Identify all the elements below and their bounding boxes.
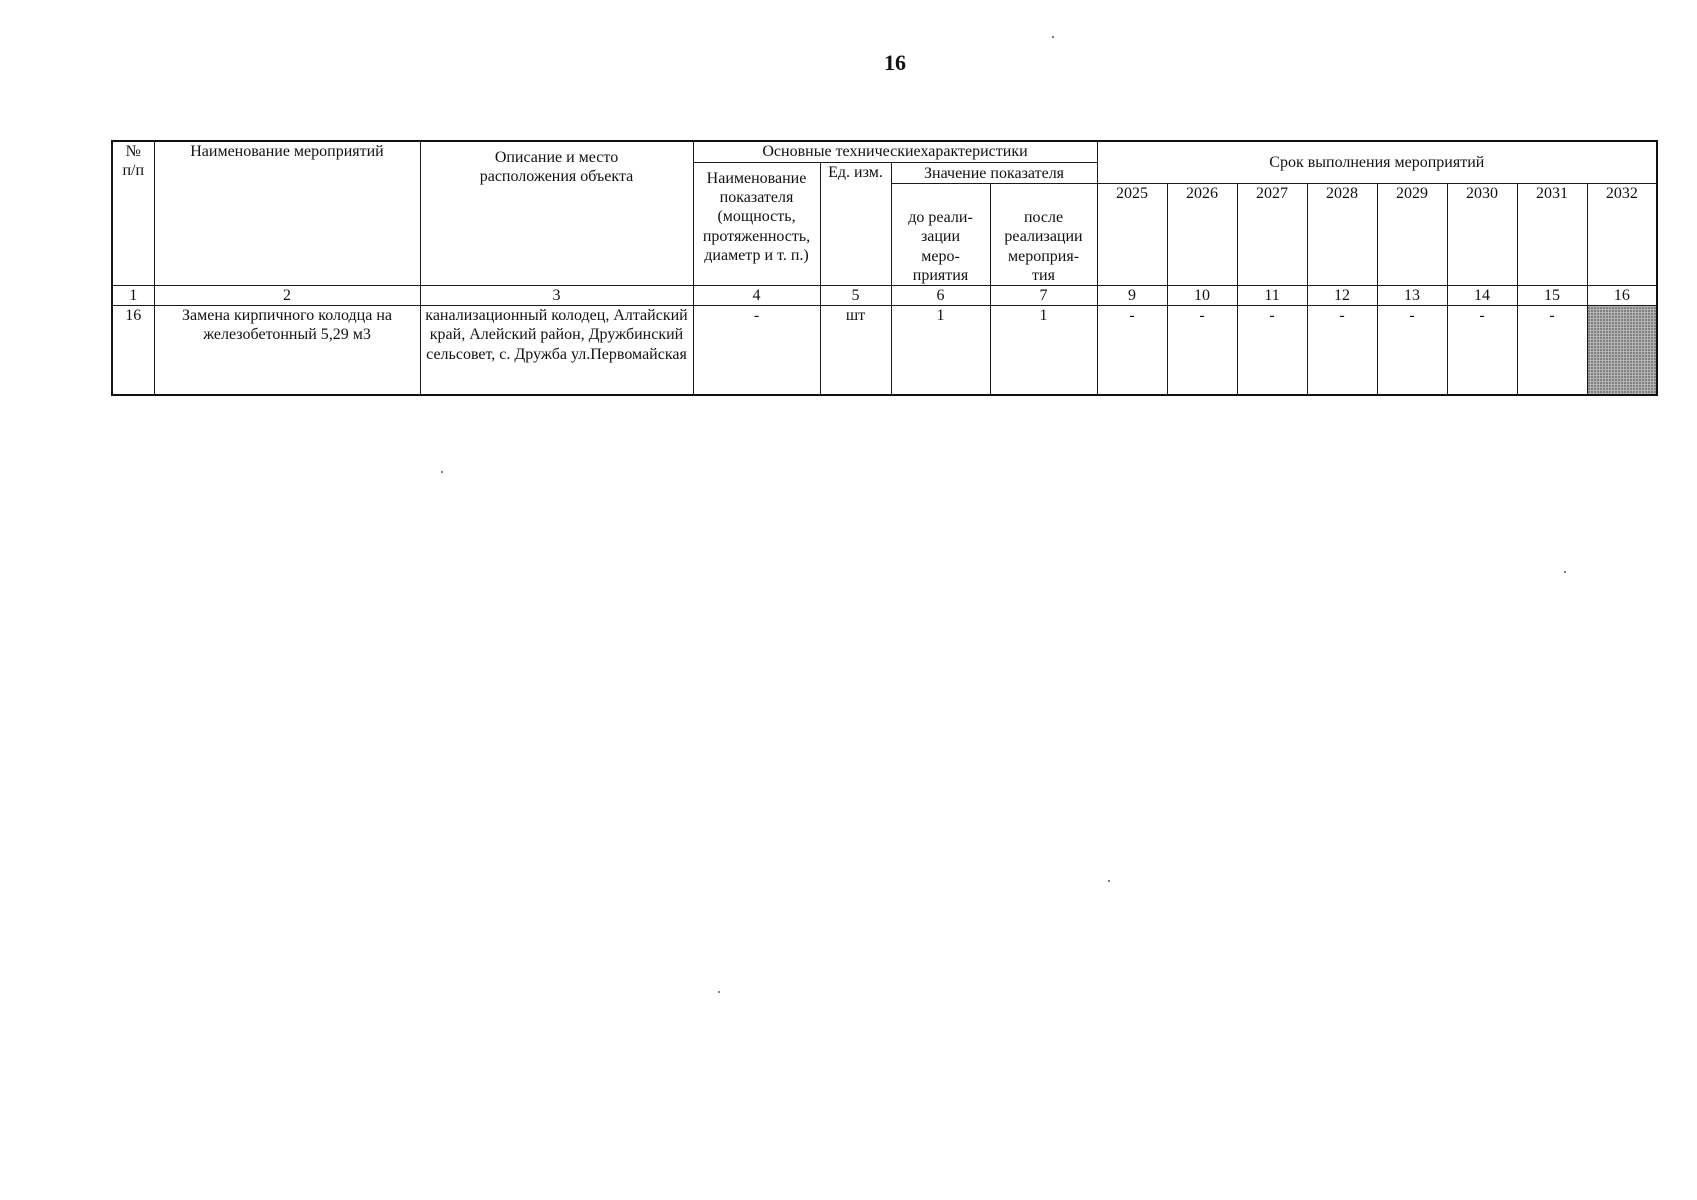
row-year-2025: - [1097,306,1167,396]
column-number: 13 [1377,286,1447,306]
row-unit: шт [820,306,891,396]
header-indicator-name: Наименование показателя (мощность, протяженность, диаметр и т. п.) [693,163,820,286]
column-number: 6 [891,286,990,306]
header-year-2031: 2031 [1517,184,1587,286]
row-event-name: Замена кирпичного колодца на железобетонный 5,29 м3 [154,306,420,396]
row-before: 1 [891,306,990,396]
row-year-2030: - [1447,306,1517,396]
header-before: до реали- зации меро- приятия [891,184,990,286]
header-num: № п/п [112,141,154,286]
header-event-name: Наименование мероприятий [154,141,420,286]
row-after: 1 [990,306,1097,396]
header-year-2027: 2027 [1237,184,1307,286]
scan-speck [441,471,443,473]
row-year-2027: - [1237,306,1307,396]
column-number: 11 [1237,286,1307,306]
events-table [111,140,1658,396]
row-num: 16 [112,306,154,396]
scan-speck [1108,880,1110,882]
column-number: 16 [1587,286,1657,306]
row-year-2032-shaded [1587,306,1657,396]
column-number: 4 [693,286,820,306]
table-row [112,306,1657,396]
header-after: после реализации мероприя- тия [990,184,1097,286]
column-number: 3 [420,286,693,306]
header-deadline: Срок выполнения мероприятий [1097,141,1657,184]
scan-speck [1564,571,1566,573]
scan-speck [718,991,720,993]
column-number: 12 [1307,286,1377,306]
page-number: 16 [884,50,906,75]
header-indicator-value: Значение показателя [891,163,1097,184]
column-number: 5 [820,286,891,306]
header-year-2025: 2025 [1097,184,1167,286]
row-year-2026: - [1167,306,1237,396]
column-number: 2 [154,286,420,306]
row-description: канализационный колодец, Алтайский край, Алейский район, Дружбинский сельсовет, с. Дружба ул.Первомайская [420,306,693,396]
row-indicator-name: - [693,306,820,396]
scan-speck [1052,36,1054,38]
header-tech-chars: Основные техническиехарактеристики [693,141,1097,163]
row-year-2029: - [1377,306,1447,396]
header-year-2032: 2032 [1587,184,1657,286]
column-number-row [112,286,1657,306]
row-year-2031: - [1517,306,1587,396]
header-year-2028: 2028 [1307,184,1377,286]
header-description: Описание и место расположения объекта [420,141,693,286]
header-year-2026: 2026 [1167,184,1237,286]
column-number: 15 [1517,286,1587,306]
column-number: 10 [1167,286,1237,306]
header-year-2029: 2029 [1377,184,1447,286]
column-number: 7 [990,286,1097,306]
column-number: 9 [1097,286,1167,306]
header-year-2030: 2030 [1447,184,1517,286]
column-number: 1 [112,286,154,306]
row-year-2028: - [1307,306,1377,396]
column-number: 14 [1447,286,1517,306]
header-unit: Ед. изм. [820,163,891,286]
